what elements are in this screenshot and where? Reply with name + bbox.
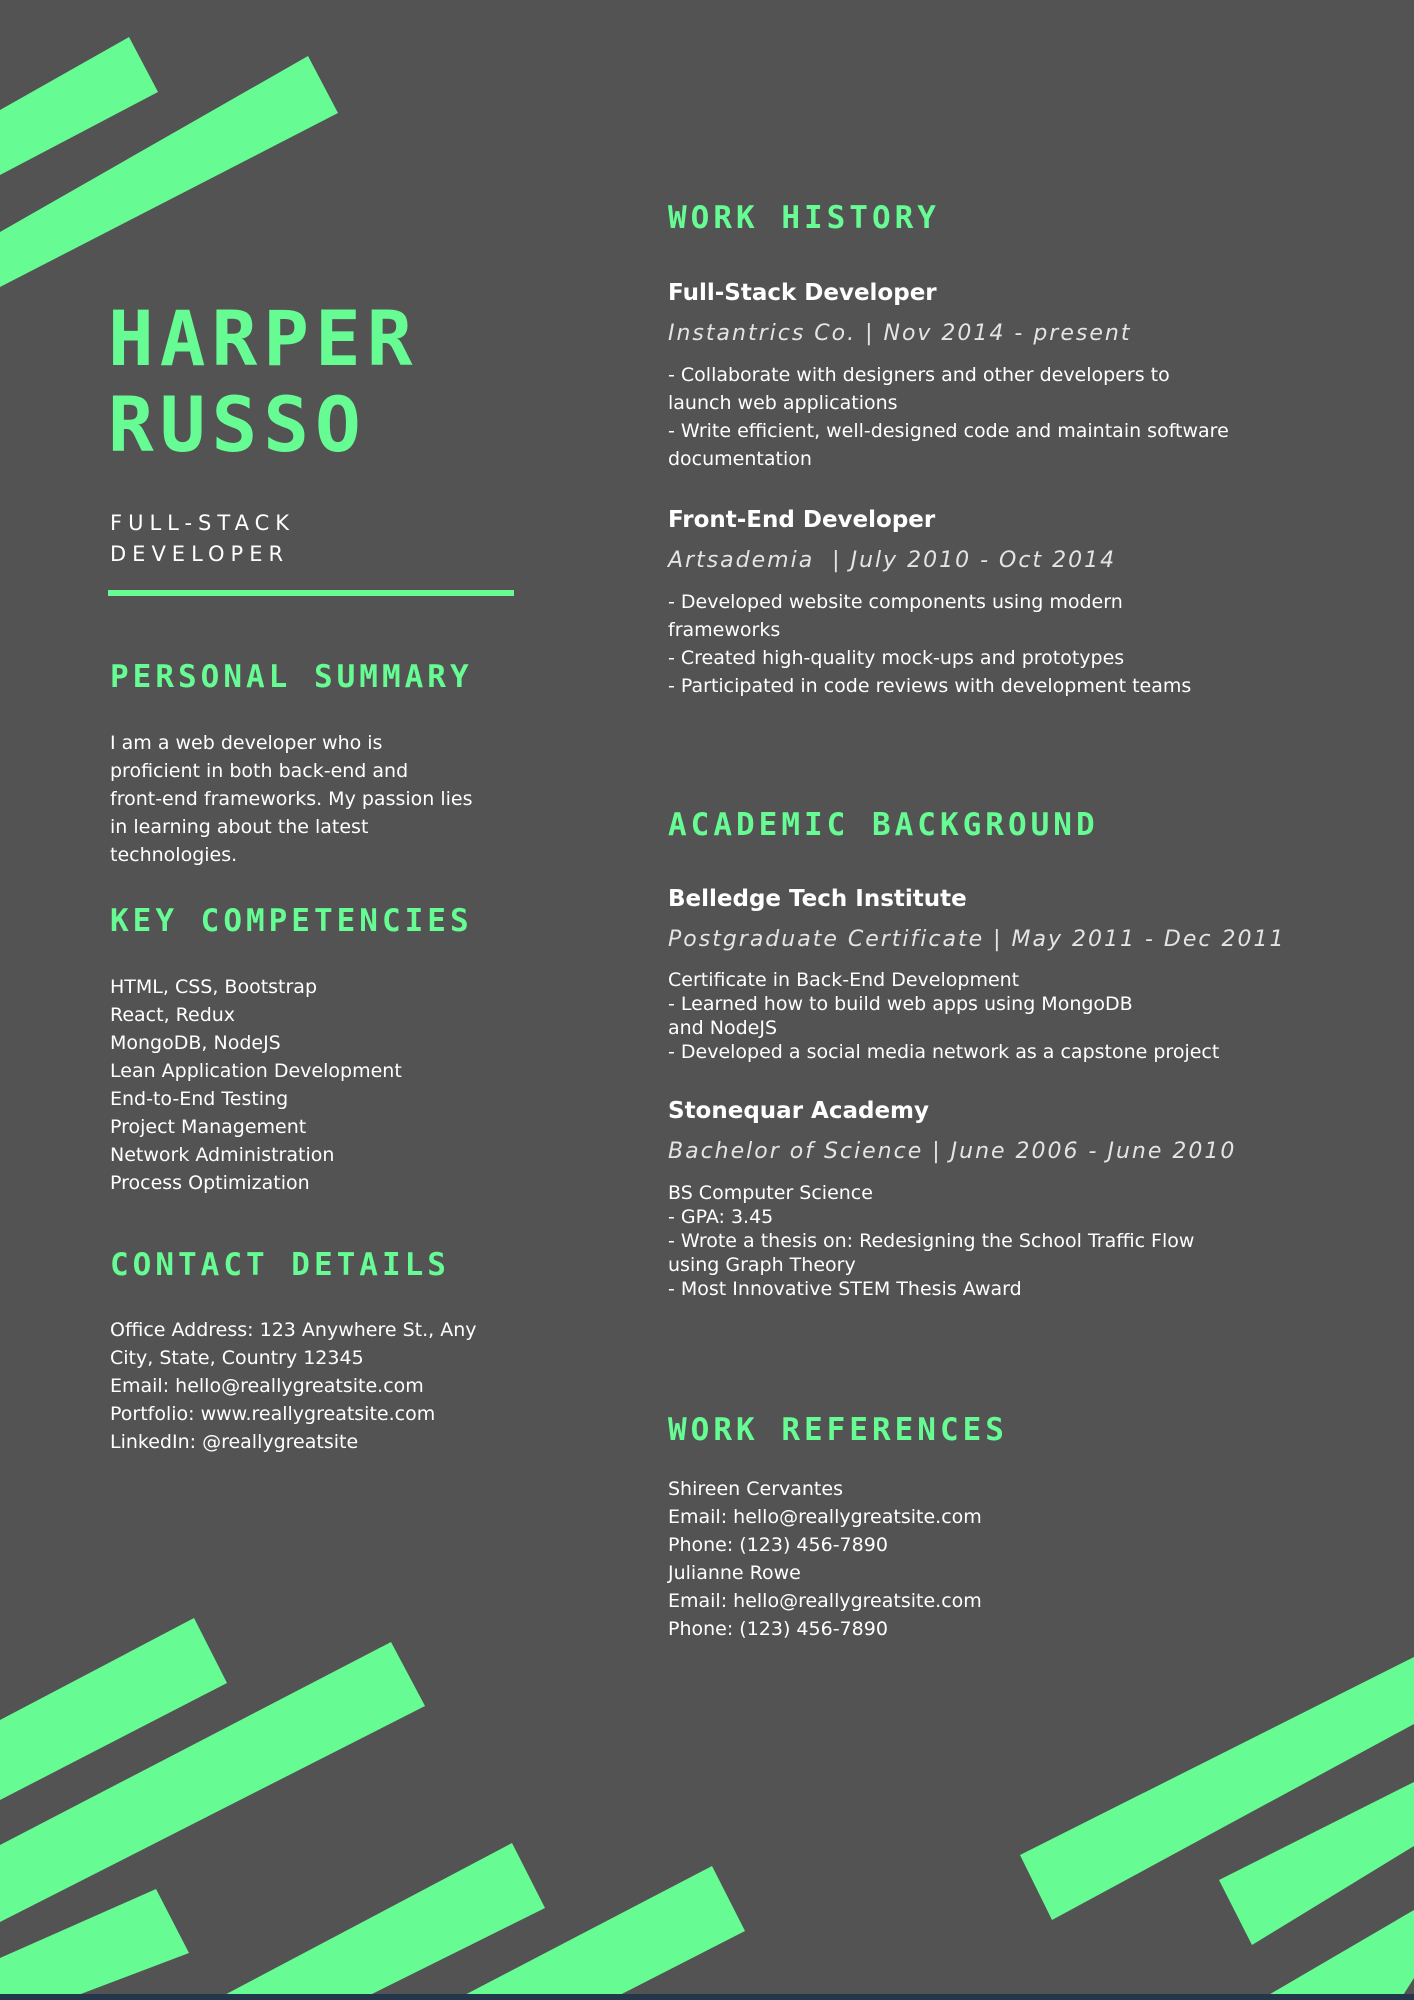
- competency-item: Project Management: [110, 1116, 307, 1138]
- contact-portfolio: Portfolio: www.reallygreatsite.com: [110, 1403, 436, 1425]
- school-subtitle: Bachelor of Science | June 2006 - June 2010: [668, 1139, 1237, 1164]
- school-line: and NodeJS: [668, 1017, 778, 1039]
- contact-line: City, State, Country 12345: [110, 1347, 364, 1369]
- job-line: - Write efficient, well-designed code and maintain software: [668, 420, 1229, 442]
- school-line: Certificate in Back-End Development: [668, 969, 1020, 991]
- role-line-2: DEVELOPER: [110, 542, 290, 566]
- school-description: [668, 1181, 1318, 1301]
- stripe-bottom-left-3: [0, 1889, 189, 2000]
- school-line: - Wrote a thesis on: Redesigning the School Traffic Flow: [668, 1230, 1195, 1252]
- competency-item: Process Optimization: [110, 1172, 310, 1194]
- summary-line: I am a web developer who is: [110, 732, 383, 754]
- school-line: using Graph Theory: [668, 1254, 856, 1276]
- competency-item: React, Redux: [110, 1004, 236, 1026]
- job-line: - Created high-quality mock-ups and prototypes: [668, 647, 1125, 669]
- reference-phone: Phone: (123) 456-7890: [668, 1618, 888, 1640]
- job-line: frameworks: [668, 619, 781, 641]
- stripe-top-1: [0, 37, 158, 175]
- summary-line: in learning about the latest: [110, 816, 369, 838]
- contact-details-text: [110, 1316, 550, 1456]
- school-name: Belledge Tech Institute: [668, 886, 967, 912]
- candidate-name: [108, 296, 419, 468]
- stripe-bottom-left-2: [0, 1642, 425, 1922]
- school-line: - Most Innovative STEM Thesis Award: [668, 1278, 1022, 1300]
- school-line: BS Computer Science: [668, 1182, 873, 1204]
- summary-line: proficient in both back-end and: [110, 760, 409, 782]
- stripe-bottom-left-5: [455, 1866, 745, 2000]
- contact-linkedin: LinkedIn: @reallygreatsite: [110, 1431, 359, 1453]
- job-description: [668, 588, 1318, 700]
- school-subtitle: Postgraduate Certificate | May 2011 - Dec 2011: [668, 927, 1286, 952]
- work-history-heading: WORK HISTORY: [668, 200, 940, 236]
- stripe-top-2: [0, 56, 338, 287]
- work-references-text: [668, 1475, 1318, 1643]
- personal-summary-heading: PERSONAL SUMMARY: [110, 659, 473, 695]
- school-line: - GPA: 3.45: [668, 1206, 774, 1228]
- job-line: - Collaborate with designers and other developers to: [668, 364, 1170, 386]
- summary-line: front-end frameworks. My passion lies: [110, 788, 473, 810]
- academic-background-heading: ACADEMIC BACKGROUND: [668, 807, 1099, 843]
- name-first: HARPER: [108, 294, 419, 383]
- school-name: Stonequar Academy: [668, 1098, 930, 1124]
- stripe-bottom-left-1: [0, 1618, 227, 1800]
- competency-item: End-to-End Testing: [110, 1088, 289, 1110]
- key-competencies-list: [110, 973, 530, 1197]
- reference-phone: Phone: (123) 456-7890: [668, 1534, 888, 1556]
- name-last: RUSSO: [108, 380, 367, 469]
- bottom-strip: [0, 1994, 1414, 2000]
- job-title: Front-End Developer: [668, 507, 936, 533]
- job-description: [668, 361, 1318, 473]
- role-line-1: FULL-STACK: [110, 511, 296, 535]
- job-title: Full-Stack Developer: [668, 280, 937, 306]
- school-line: - Learned how to build web apps using MongoDB: [668, 993, 1133, 1015]
- contact-email: Email: hello@reallygreatsite.com: [110, 1375, 424, 1397]
- competency-item: Lean Application Development: [110, 1060, 402, 1082]
- job-subtitle: Artsademia | July 2010 - Oct 2014: [668, 548, 1117, 573]
- reference-email: Email: hello@reallygreatsite.com: [668, 1590, 982, 1612]
- competency-item: HTML, CSS, Bootstrap: [110, 976, 318, 998]
- job-line: - Developed website components using modern: [668, 591, 1123, 613]
- candidate-role: [110, 508, 295, 570]
- job-line: documentation: [668, 448, 812, 470]
- stripe-bottom-right-2: [1219, 1782, 1414, 1945]
- competency-item: Network Administration: [110, 1144, 335, 1166]
- header-divider: [108, 590, 514, 596]
- stripe-bottom-right-3: [1260, 1910, 1414, 2000]
- job-line: launch web applications: [668, 392, 898, 414]
- job-line: - Participated in code reviews with development teams: [668, 675, 1192, 697]
- work-references-heading: WORK REFERENCES: [668, 1412, 1008, 1448]
- reference-name: Shireen Cervantes: [668, 1478, 843, 1500]
- school-line: - Developed a social media network as a capstone project: [668, 1041, 1220, 1063]
- key-competencies-heading: KEY COMPETENCIES: [110, 903, 473, 939]
- reference-email: Email: hello@reallygreatsite.com: [668, 1506, 982, 1528]
- competency-item: MongoDB, NodeJS: [110, 1032, 281, 1054]
- job-subtitle: Instantrics Co. | Nov 2014 - present: [668, 321, 1132, 346]
- summary-line: technologies.: [110, 844, 238, 866]
- personal-summary-text: [110, 729, 530, 869]
- stripe-bottom-right-1: [1020, 1657, 1414, 1920]
- reference-name: Julianne Rowe: [668, 1562, 801, 1584]
- stripe-bottom-left-4: [215, 1843, 545, 2000]
- school-description: [668, 968, 1318, 1064]
- contact-line: Office Address: 123 Anywhere St., Any: [110, 1319, 477, 1341]
- contact-details-heading: CONTACT DETAILS: [110, 1247, 450, 1283]
